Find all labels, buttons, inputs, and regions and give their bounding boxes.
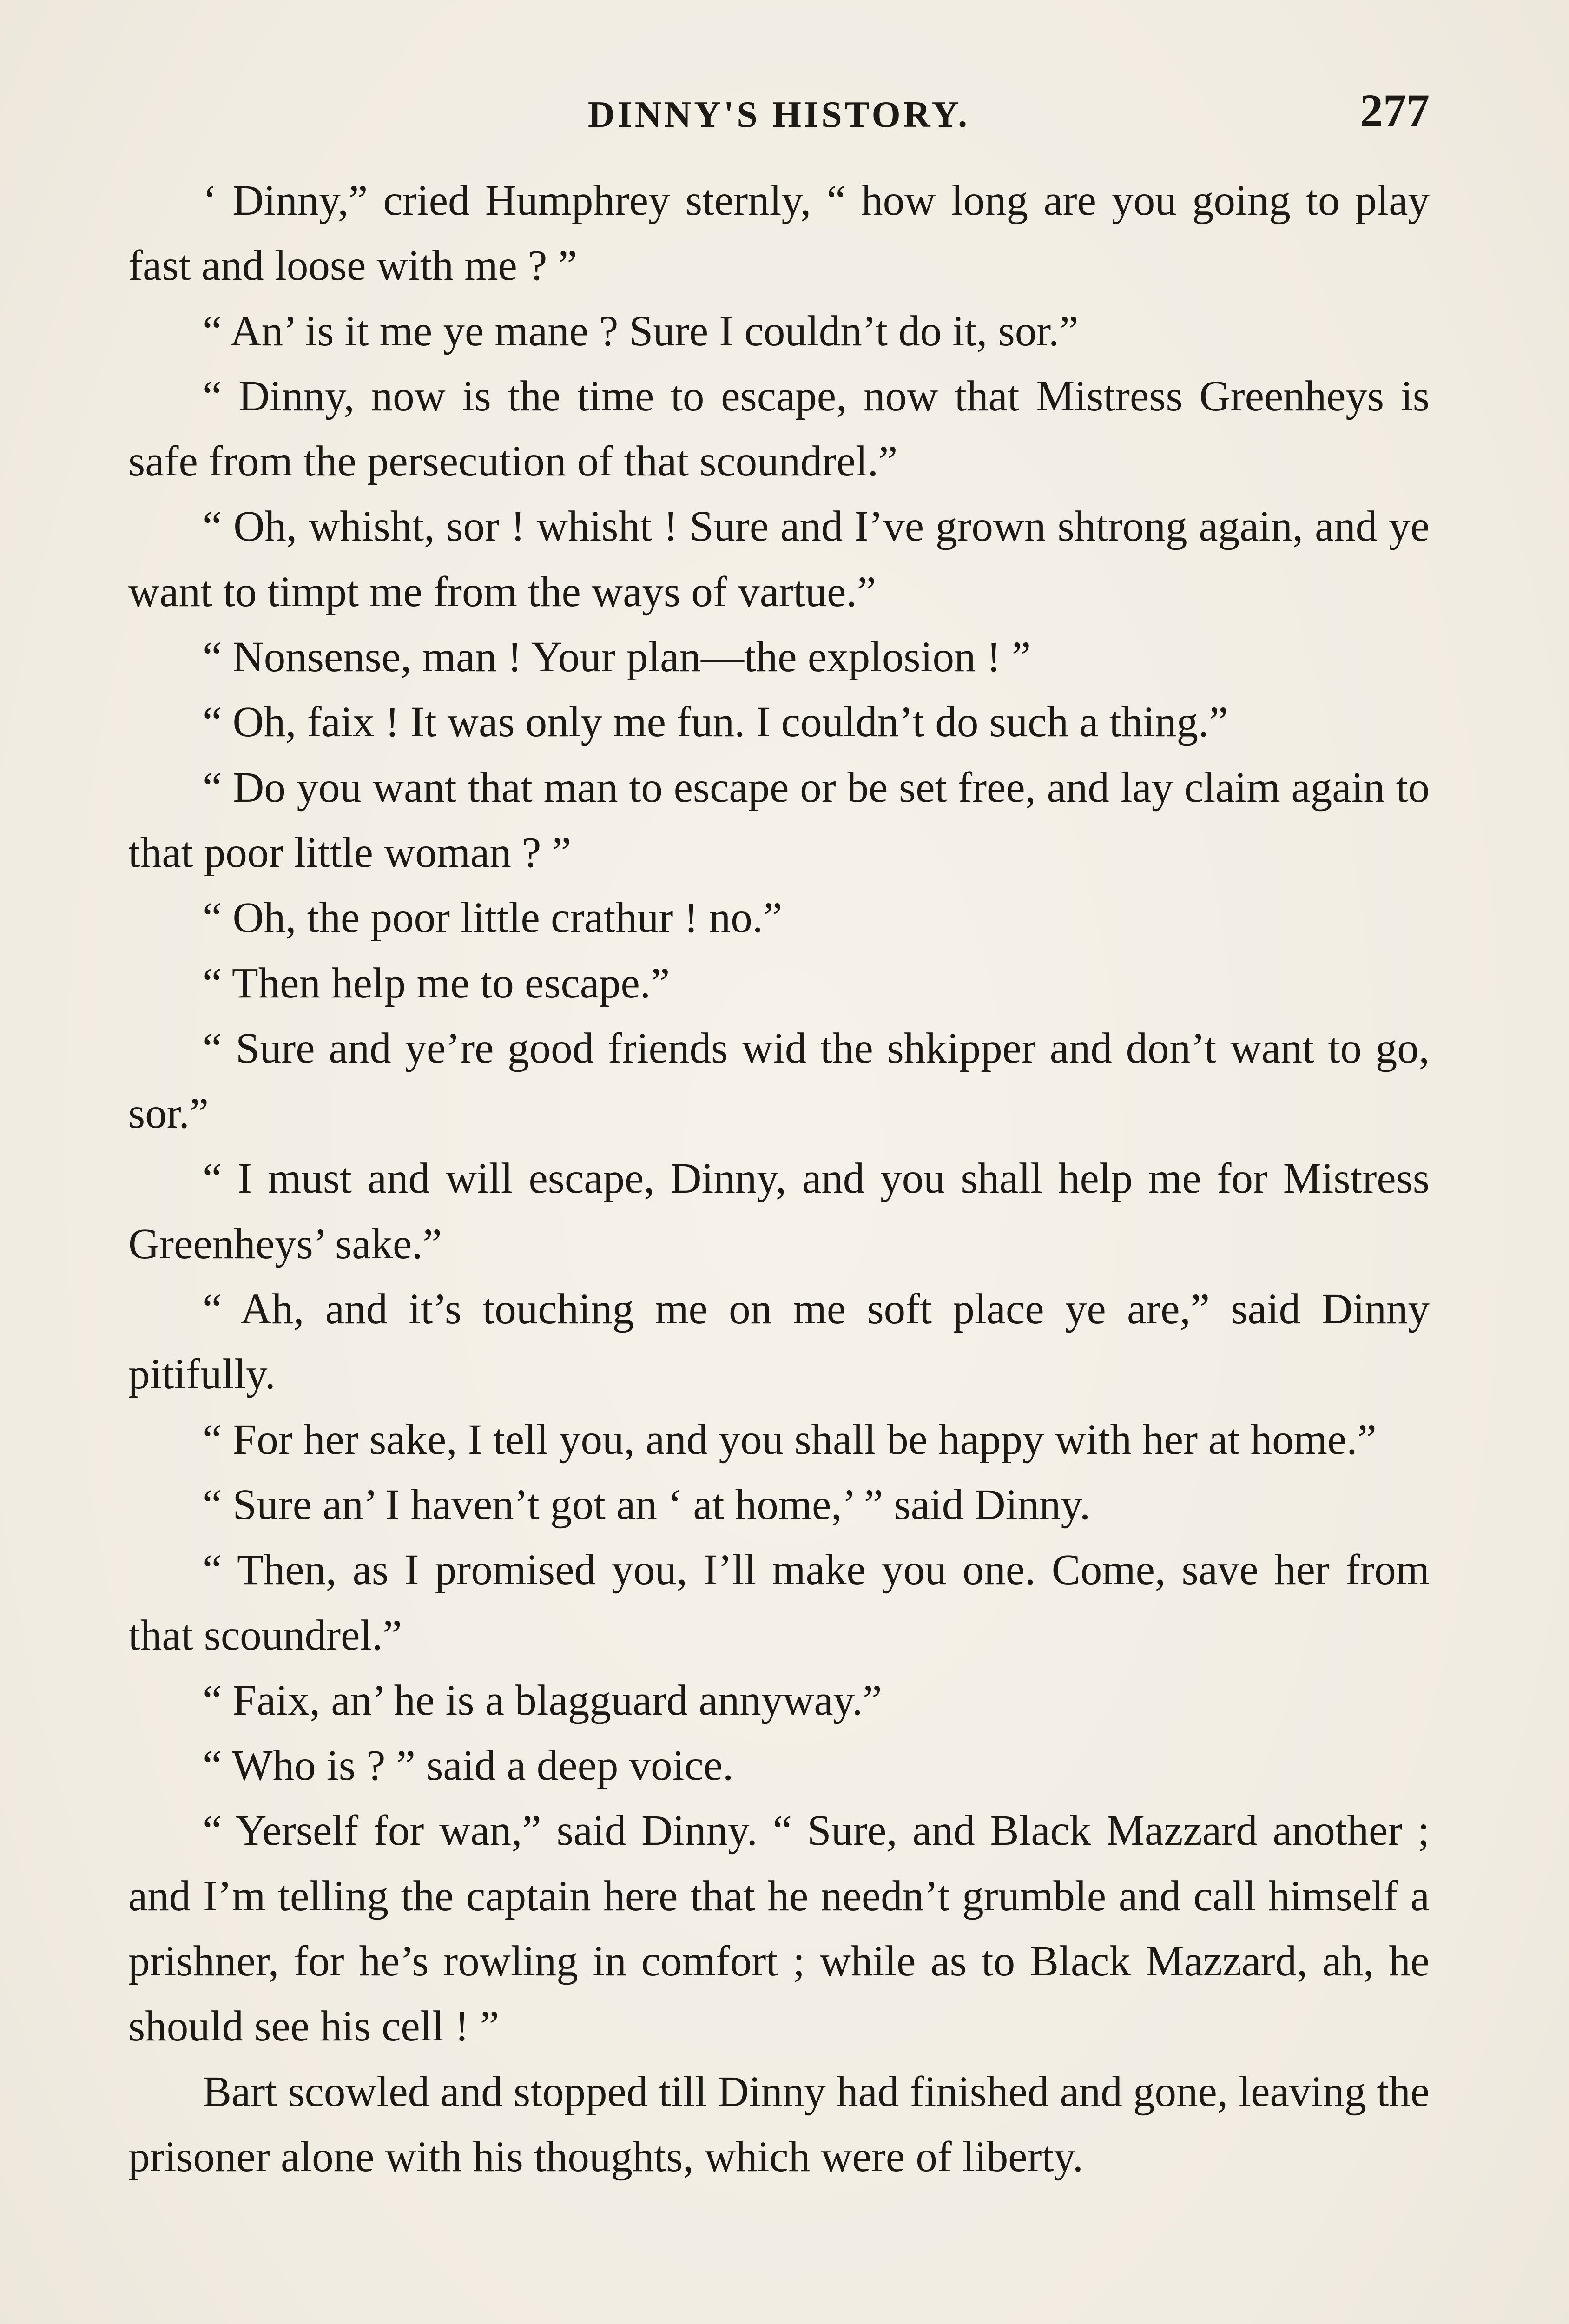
paragraph: “ Sure an’ I haven’t got an ‘ at home,’ ” said Dinny. [203,1480,1091,1529]
paragraph: “ Oh, faix ! It was only me fun. I couldn’t do such a thing.” [203,698,1228,746]
paragraph: “ Then, as I promised you, I’ll make you one. Come, save her from that scoundrel.” [128,1546,1430,1659]
paragraph: “ For her sake, I tell you, and you shall be happy with her at home.” [203,1415,1377,1464]
running-head [128,84,1430,139]
paragraph: “ Oh, whisht, sor ! whisht ! Sure and I’ve grown shtrong again, and ye want to timpt me from the ways of vartue.” [128,502,1430,616]
paragraph: “ I must and will escape, Dinny, and you shall help me for Mistress Greenheys’ sake.” [128,1155,1430,1268]
page-number: 277 [1360,85,1430,136]
body-text [128,168,1430,2190]
running-title: DINNY'S HISTORY. [587,94,970,135]
paragraph: “ Oh, the poor little crathur ! no.” [203,894,783,942]
paragraph: “ An’ is it me ye mane ? Sure I couldn’t do it, sor.” [203,307,1079,355]
paragraph: “ Yerself for wan,” said Dinny. “ Sure, and Black Mazzard another ; and I’m telling the captain here that he needn’t grumble and call himself a prishner, for he’s rowling in comfort ; while as to Black Mazzard, ah, he should see his cell ! ” [128,1807,1430,2051]
paragraph: ‘ Dinny,” cried Humphrey sternly, “ how long are you going to play fast and loose with me ? ” [128,177,1430,290]
paragraph: “ Sure and ye’re good friends wid the shkipper and don’t want to go, sor.” [128,1024,1430,1138]
paragraph: “ Who is ? ” said a deep voice. [203,1742,734,1790]
paragraph: “ Faix, an’ he is a blagguard annyway.” [203,1676,882,1724]
paragraph: “ Ah, and it’s touching me on me soft place ye are,” said Dinny pitifully. [128,1285,1430,1399]
paragraph: “ Then help me to escape.” [203,959,670,1007]
paragraph: Bart scowled and stopped till Dinny had finished and gone, leaving the prisoner alone with his thoughts, which were of liberty. [128,2067,1430,2181]
paragraph: “ Do you want that man to escape or be set free, and lay claim again to that poor little woman ? ” [128,763,1430,877]
paragraph: “ Nonsense, man ! Your plan—the explosion ! ” [203,633,1031,681]
paragraph: “ Dinny, now is the time to escape, now that Mistress Greenheys is safe from the persecution of that scoundrel.” [128,372,1430,486]
